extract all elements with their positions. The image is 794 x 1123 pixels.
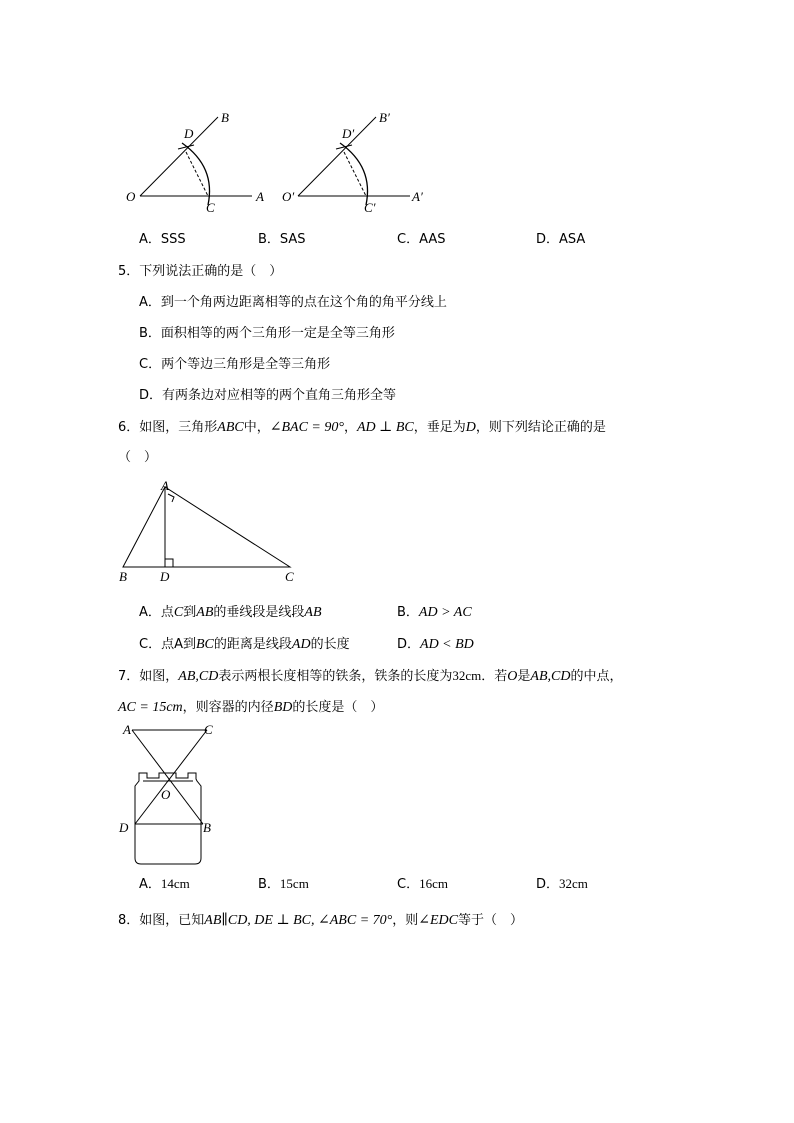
q8-v1: AB∥CD, DE ⊥ BC, ∠ABC = 70°: [204, 913, 393, 928]
right-angle-a: [168, 494, 174, 502]
label-d: D: [184, 126, 194, 141]
q7-l2-p2: 的长度是（ ）: [292, 700, 384, 715]
q7-option-c-value: 16cm: [419, 876, 448, 891]
label-d-prime: D′: [342, 126, 355, 141]
q7-l2-v2: BD: [273, 700, 293, 715]
q7-option-a[interactable]: [139, 873, 190, 892]
q7-l1-p3: ．若: [481, 669, 508, 684]
ray-ob-prime: [298, 117, 376, 196]
q4-option-d[interactable]: D．ASA: [536, 232, 586, 247]
q6-option-a-p2: 到: [183, 605, 197, 620]
q5-option-c[interactable]: C．两个等边三角形是全等三角形: [139, 357, 331, 372]
q7-l2-p1: ，则容器的内径: [182, 700, 274, 715]
q7-l1-v3: O: [507, 669, 518, 684]
q5-option-d[interactable]: D．有两条边对应相等的两个直角三角形全等: [139, 388, 397, 403]
q6-option-c-v2: AD: [291, 637, 311, 652]
q7-l1-v4: AB,CD: [530, 669, 571, 684]
q7-l1-p4: 是: [517, 669, 531, 684]
q7-option-c-letter: C．: [397, 877, 420, 892]
q5-option-b[interactable]: B．面积相等的两个三角形一定是全等三角形: [139, 326, 395, 341]
right-angle-d: [165, 559, 173, 567]
q7-l1-p5: 的中点，: [570, 669, 623, 684]
q6-paren: （ ）: [118, 450, 158, 465]
q7-option-a-value: 14cm: [160, 876, 190, 891]
q6-option-c-p3: 的长度: [310, 637, 350, 652]
q7-option-b-letter: B．: [258, 877, 280, 892]
label-b: B: [119, 569, 127, 584]
q6-option-b-p1: B．: [397, 605, 419, 620]
q6-option-c-p1: C．点A到: [139, 637, 196, 652]
label-o-prime: O′: [282, 189, 295, 204]
q6-foot-point: D: [465, 420, 476, 435]
label-c-prime: C′: [364, 200, 376, 215]
q6-stem-prefix: 6．如图，三角形: [118, 420, 218, 435]
q7-stem-line1: [118, 665, 622, 685]
label-d: D: [119, 820, 129, 835]
q7-option-d-value: 32cm: [559, 876, 588, 891]
q6-stem: [118, 416, 606, 436]
q6-stem-mid1: 中，: [243, 420, 270, 435]
q8-p3: 等于（ ）: [458, 913, 524, 928]
q4-figure-2: [282, 105, 442, 215]
label-a: A: [256, 189, 264, 204]
label-o: O: [161, 787, 171, 802]
label-b-prime: B′: [379, 110, 390, 125]
label-a: A: [123, 722, 131, 737]
label-c: C: [285, 569, 294, 584]
q7-l1-v1: AB,CD: [178, 669, 219, 684]
triangle-abc: [123, 487, 290, 567]
q7-option-d[interactable]: [536, 873, 588, 892]
label-c: C: [204, 722, 213, 737]
q6-option-c-v1: BC: [195, 637, 214, 652]
q6-stem-sep: ，: [343, 420, 357, 435]
label-o: O: [126, 189, 136, 204]
q4-option-a[interactable]: A．SSS: [139, 232, 186, 247]
q6-triangle-name: ABC: [217, 420, 244, 435]
q7-l2-v1: AC = 15cm: [118, 700, 183, 715]
q8-p1: 8．如图，已知: [118, 913, 205, 928]
q6-option-c[interactable]: [139, 633, 350, 653]
q7-option-c[interactable]: [397, 873, 448, 892]
dashed-dc: [186, 152, 208, 196]
q7-option-b[interactable]: [258, 873, 309, 892]
q6-option-d-v1: AD < BD: [420, 637, 474, 652]
q6-option-b-v1: AD > AC: [418, 605, 472, 620]
label-b: B: [203, 820, 211, 835]
q7-l1-v2: 32cm: [452, 668, 482, 683]
ray-ob: [140, 117, 218, 196]
q8-p2: ，则: [392, 913, 419, 928]
q6-stem-mid2: ，垂足为: [413, 420, 466, 435]
label-b: B: [221, 110, 229, 125]
q6-condition-2: AD ⊥ BC: [356, 420, 414, 435]
q6-option-a-v1: C: [173, 605, 184, 620]
q6-option-d-p1: D．: [397, 637, 421, 652]
bar-ab: [132, 730, 203, 824]
q5-option-a[interactable]: A．到一个角两边距离相等的点在这个角的角平分线上: [139, 295, 447, 310]
q8-stem: [118, 909, 523, 929]
q6-option-a-p3: 的垂线段是线段: [213, 605, 305, 620]
q4-figure-1: [120, 105, 280, 215]
q6-option-b[interactable]: [397, 601, 472, 621]
q6-option-a-v3: AB: [304, 605, 322, 620]
q7-stem-line2: [118, 696, 383, 716]
q6-option-c-p2: 的距离是线段: [213, 637, 292, 652]
dashed-dc-prime: [344, 152, 366, 196]
q8-v2: ∠EDC: [418, 913, 458, 928]
q7-option-b-value: 15cm: [279, 876, 309, 891]
label-a: A: [161, 478, 169, 493]
label-d: D: [160, 569, 170, 584]
q4-option-b[interactable]: B．SAS: [258, 232, 306, 247]
q6-option-a[interactable]: [139, 601, 322, 621]
q7-option-a-letter: A．: [139, 877, 161, 892]
q6-option-a-v2: AB: [196, 605, 214, 620]
q7-l1-p2: 表示两根长度相等的铁条，铁条的长度为: [218, 669, 453, 684]
q6-stem-suffix: ，则下列结论正确的是: [475, 420, 606, 435]
q7-option-d-letter: D．: [536, 877, 560, 892]
q6-option-d[interactable]: [397, 633, 474, 653]
q6-condition-1: ∠BAC = 90°: [269, 420, 344, 435]
label-c: C: [206, 200, 215, 215]
label-a-prime: A′: [412, 189, 423, 204]
q7-figure: [115, 718, 225, 868]
q5-stem: 5．下列说法正确的是（ ）: [118, 264, 283, 279]
q7-l1-p1: 7．如图，: [118, 669, 179, 684]
q4-option-c[interactable]: C．AAS: [397, 232, 446, 247]
q6-option-a-p1: A．点: [139, 605, 174, 620]
q6-figure: [115, 478, 315, 588]
